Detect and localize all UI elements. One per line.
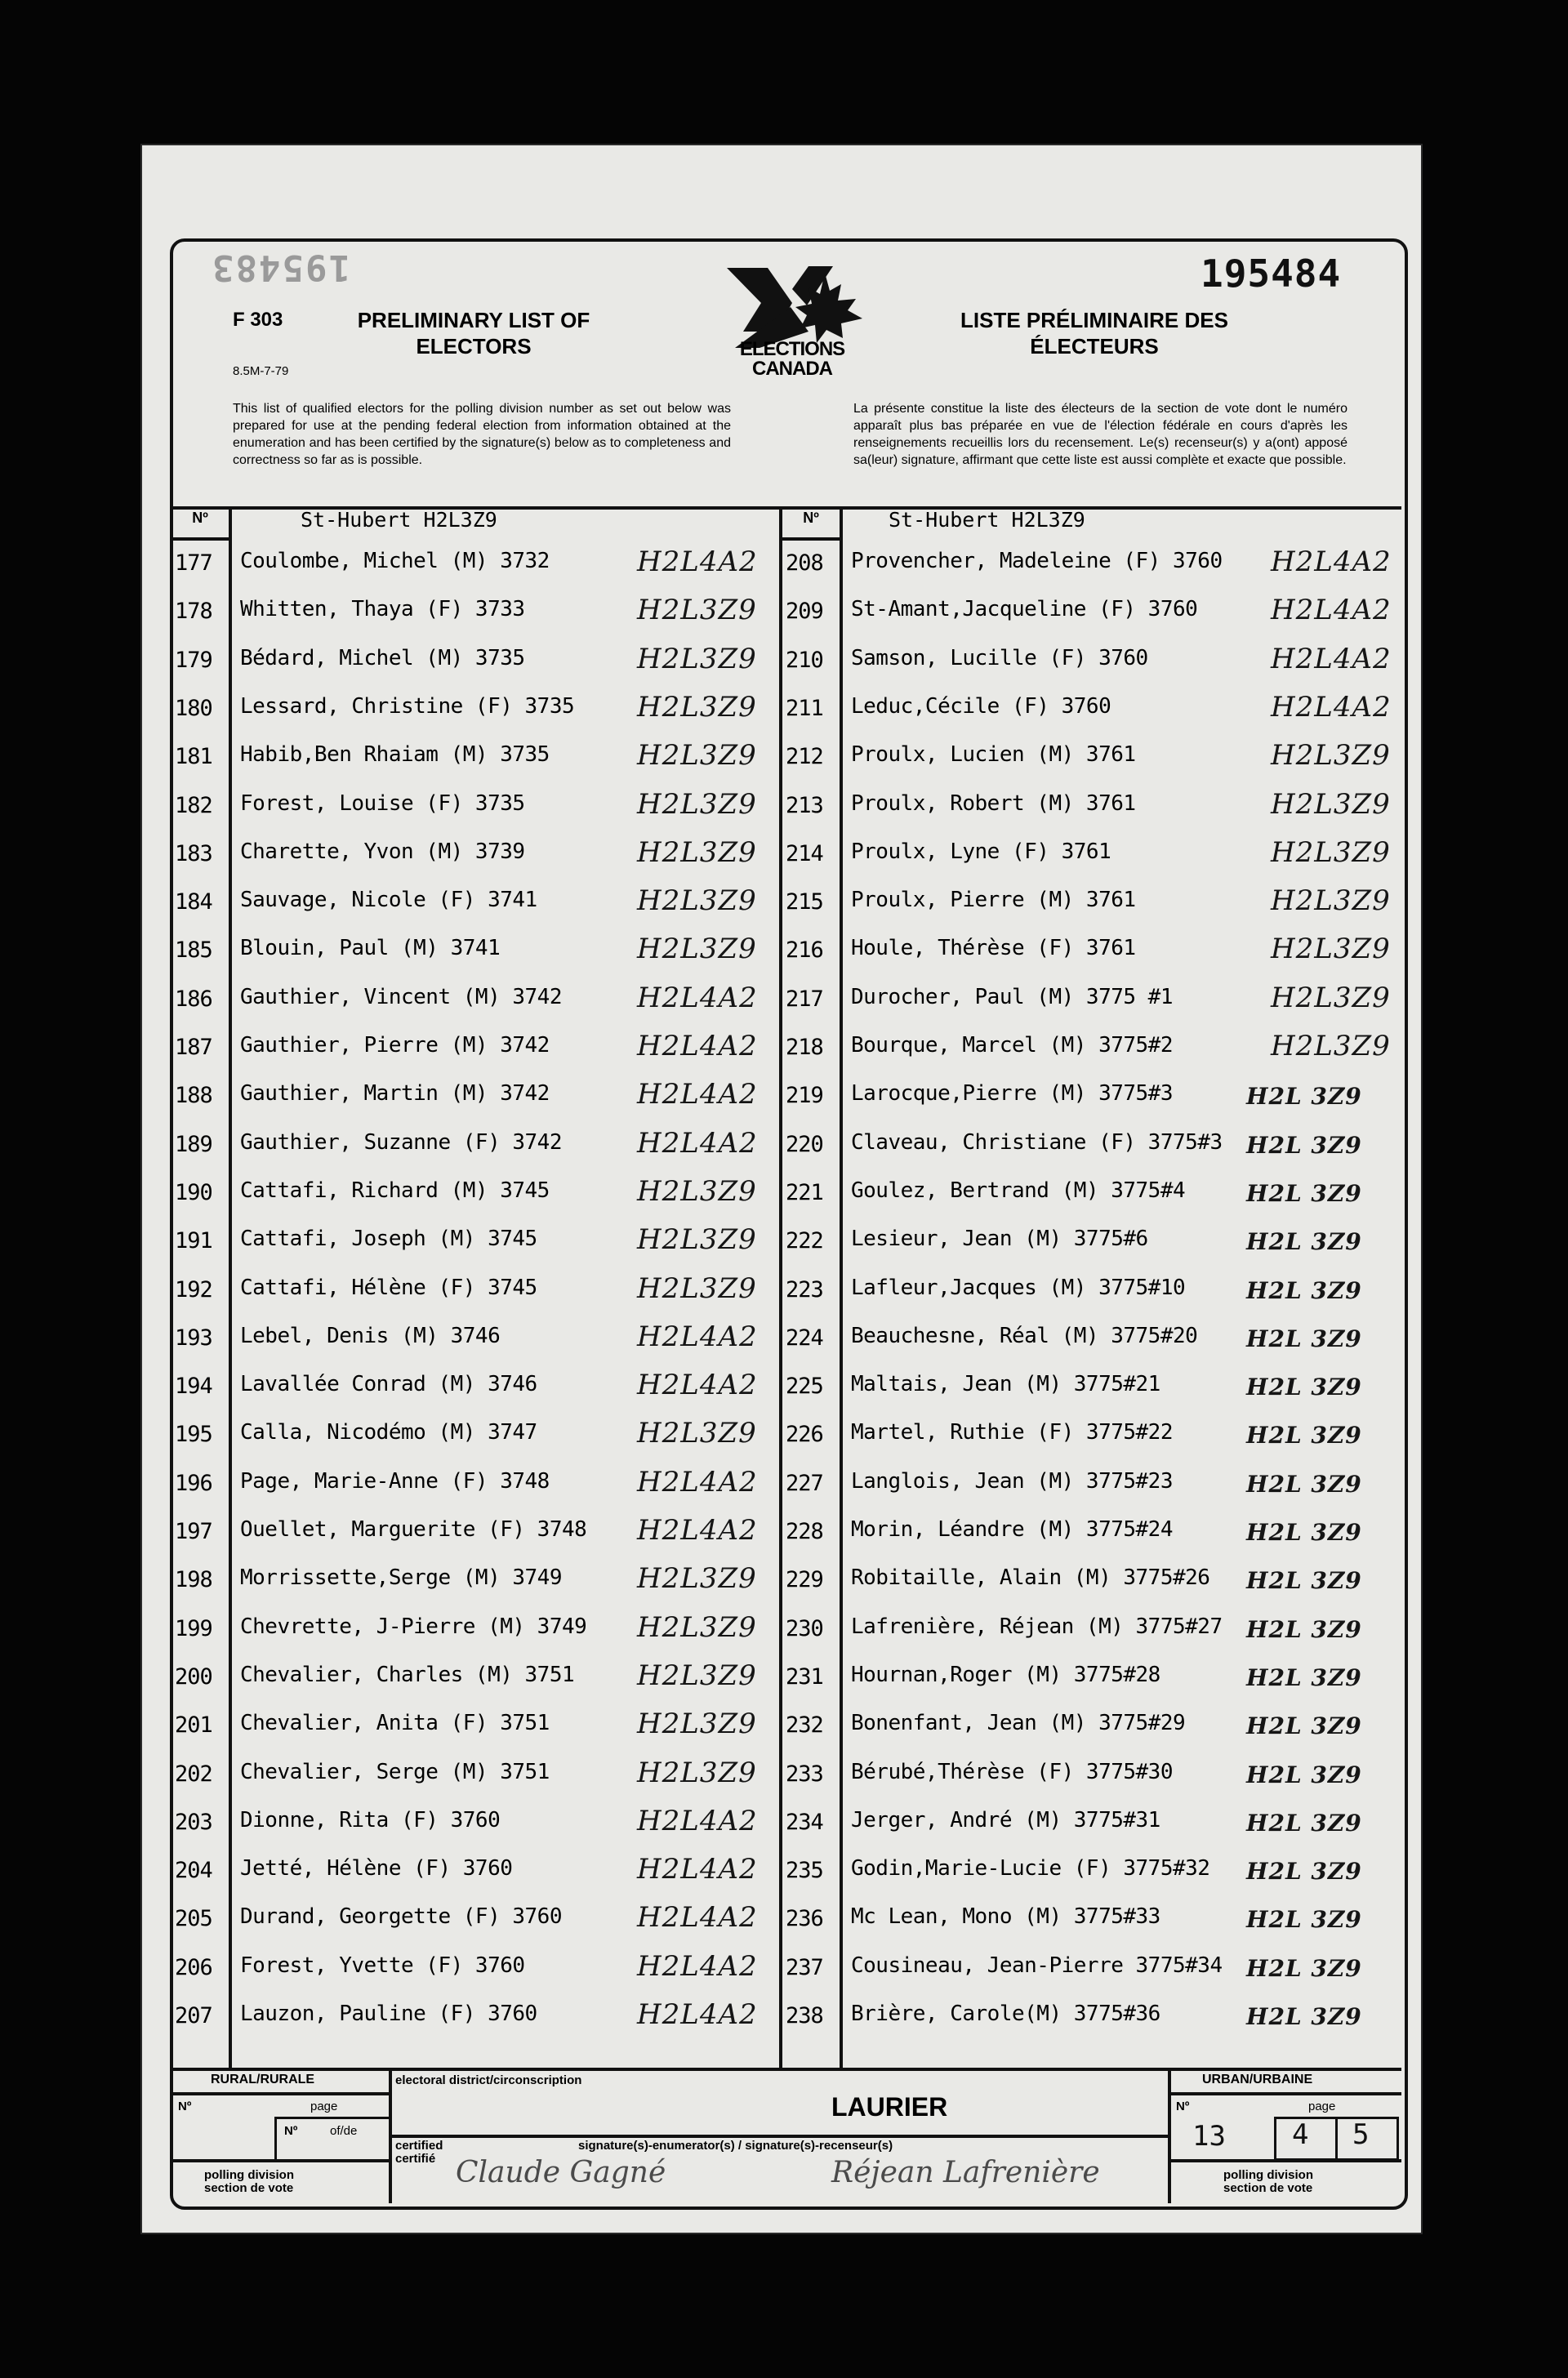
elector-name: Cattafi, Joseph (M) 3745: [240, 1227, 537, 1252]
elector-number: 202: [175, 1761, 212, 1787]
rural-page-label: page: [310, 2100, 338, 2113]
postal-code: H2L4A2: [637, 1030, 758, 1062]
postal-code: H2L4A2: [1271, 594, 1392, 627]
table-row: [170, 1703, 1401, 1751]
postal-code: H2L3Z9: [637, 1610, 757, 1644]
urban-polling-label-1: polling division: [1223, 2168, 1313, 2182]
table-row: [170, 1412, 1401, 1460]
elector-number: 195: [175, 1422, 212, 1448]
title-french-line1: LISTE PRÉLIMINAIRE DES: [960, 308, 1228, 332]
postal-code: H2L3Z9: [637, 690, 757, 724]
elector-name: Chevalier, Serge (M) 3751: [240, 1759, 550, 1784]
signature-label: signature(s)-enumerator(s) / signature(s)-recenseur(s): [578, 2139, 893, 2153]
elector-name: Robitaille, Alain (M) 3775#26: [851, 1565, 1210, 1591]
postal-code: H2L4A2: [637, 1369, 758, 1402]
postal-code: H2L3Z9: [637, 1223, 757, 1257]
postal-code: H2L 3Z9: [1246, 1809, 1362, 1837]
table-row: [170, 589, 1401, 637]
elector-number: 207: [175, 2003, 212, 2028]
elector-name: Mc Lean, Mono (M) 3775#33: [851, 1904, 1160, 1930]
rural-label: RURAL/RURALE: [211, 2073, 315, 2086]
electors-table: [170, 506, 1401, 2068]
table-row: [170, 1557, 1401, 1605]
intro-french: La présente constitue la liste des électeurs de la section de vote dont le numéro apparaît plus bas préparée en vue de l'élection fédérale en cours d'après les renseignements recueillis lors du recensement. Le(s) recenseur(s) y a(ont) apposé sa(leur) signature, affirmant que cette liste est aussi complète et exacte que possible.: [853, 402, 1348, 467]
elector-number: 225: [786, 1374, 823, 1400]
elector-name: Lavallée Conrad (M) 3746: [240, 1372, 537, 1397]
elector-name: Bourque, Marcel (M) 3775#2: [851, 1033, 1173, 1058]
postal-code: H2L4A2: [637, 1126, 758, 1160]
table-row: [170, 1752, 1401, 1800]
postal-code: H2L 3Z9: [1246, 1422, 1362, 1450]
postal-code: H2L3Z9: [637, 1417, 757, 1450]
postal-code: H2L 3Z9: [1246, 1131, 1362, 1159]
urban-label: URBAN/URBAINE: [1202, 2073, 1313, 2086]
elector-number: 220: [786, 1131, 823, 1157]
footer-urban-rule: [1168, 2092, 1401, 2095]
elector-name: Jerger, André (M) 3775#31: [851, 1807, 1160, 1832]
elector-name: Blouin, Paul (M) 3741: [240, 936, 501, 961]
table-row: [170, 1509, 1401, 1557]
elector-name: Gauthier, Pierre (M) 3742: [240, 1033, 550, 1058]
elector-number: 188: [175, 1083, 212, 1109]
elector-name: Claveau, Christiane (F) 3775#3: [851, 1129, 1223, 1155]
elector-name: Coulombe, Michel (M) 3732: [240, 549, 550, 573]
title-french: [939, 307, 1250, 359]
postal-code: H2L 3Z9: [1246, 1276, 1362, 1304]
postal-code: H2L4A2: [637, 981, 758, 1014]
elector-number: 180: [175, 695, 212, 721]
elector-number: 184: [175, 889, 212, 915]
postal-code: H2L4A2: [637, 1078, 758, 1111]
elector-name: Charette, Yvon (M) 3739: [240, 839, 525, 864]
postal-code: H2L4A2: [1271, 546, 1392, 578]
rural-no-label: Nº: [178, 2100, 192, 2113]
elector-number: 199: [175, 1615, 212, 1641]
postal-code: H2L3Z9: [1271, 981, 1391, 1014]
table-row: [170, 638, 1401, 686]
table-row: [170, 1122, 1401, 1170]
elector-name: Lafleur,Jacques (M) 3775#10: [851, 1275, 1186, 1300]
postal-code: H2L4A2: [637, 1853, 758, 1886]
postal-code: H2L 3Z9: [1246, 1615, 1362, 1643]
postal-code: H2L4A2: [637, 1804, 758, 1837]
elector-number: 214: [786, 840, 823, 866]
elector-name: Page, Marie-Anne (F) 3748: [240, 1468, 550, 1494]
division-number: 13: [1192, 2120, 1226, 2153]
form-footer: [170, 2068, 1401, 2203]
elector-number: 187: [175, 1035, 212, 1060]
elector-number: 212: [786, 744, 823, 770]
left-no-header: Nº: [192, 510, 208, 526]
postal-code: H2L 3Z9: [1246, 1954, 1362, 1982]
table-row: [170, 1800, 1401, 1848]
elector-number: 217: [786, 986, 823, 1012]
logo-text-line2: CANADA: [752, 358, 832, 380]
elector-name: Gauthier, Suzanne (F) 3742: [240, 1129, 562, 1155]
elector-name: Dionne, Rita (F) 3760: [240, 1807, 501, 1832]
elector-name: St-Amant,Jacqueline (F) 3760: [851, 597, 1198, 622]
postal-code: H2L 3Z9: [1246, 1179, 1362, 1207]
elector-name: Calla, Nicodémo (M) 3747: [240, 1420, 537, 1445]
enumerator-signature-1: Claude Gagné: [456, 2156, 666, 2189]
elector-number: 235: [786, 1858, 823, 1884]
postal-code: H2L4A2: [1271, 642, 1392, 675]
elector-number: 229: [786, 1567, 823, 1593]
elector-name: Larocque,Pierre (M) 3775#3: [851, 1081, 1173, 1107]
district-name: LAURIER: [831, 2092, 948, 2122]
left-district-heading: St-Hubert H2L3Z9: [301, 508, 497, 532]
elector-number: 222: [786, 1228, 823, 1254]
elector-number: 221: [786, 1179, 823, 1205]
elector-number: 209: [786, 599, 823, 625]
elector-number: 193: [175, 1325, 212, 1351]
urban-polling-label: [1223, 2169, 1313, 2195]
elector-number: 236: [786, 1906, 823, 1932]
page-total: 5: [1352, 2118, 1370, 2151]
elector-number: 185: [175, 937, 212, 964]
table-row: [170, 1654, 1401, 1703]
postal-code: H2L3Z9: [1271, 835, 1391, 869]
elector-number: 196: [175, 1470, 212, 1496]
table-row: [170, 928, 1401, 976]
elector-name: Ouellet, Marguerite (F) 3748: [240, 1517, 587, 1542]
rural-page-no-label: Nº: [284, 2124, 298, 2138]
elector-name: Forest, Louise (F) 3735: [240, 790, 525, 816]
right-district-heading: St-Hubert H2L3Z9: [889, 508, 1085, 532]
elector-name: Jetté, Hélène (F) 3760: [240, 1856, 513, 1881]
table-row: [170, 1073, 1401, 1121]
postal-code: H2L 3Z9: [1246, 1470, 1362, 1498]
rural-polling-label-1: polling division: [204, 2168, 294, 2182]
elector-number: 200: [175, 1663, 212, 1690]
elector-name: Leduc,Cécile (F) 3760: [851, 693, 1111, 719]
postal-code: H2L4A2: [637, 1465, 758, 1498]
elector-name: Martel, Ruthie (F) 3775#22: [851, 1420, 1173, 1445]
table-row: [170, 1896, 1401, 1944]
table-row: [170, 831, 1401, 880]
postal-code: H2L 3Z9: [1246, 1083, 1362, 1111]
elector-name: Godin,Marie-Lucie (F) 3775#32: [851, 1856, 1210, 1881]
postal-code: H2L3Z9: [637, 835, 757, 869]
table-row: [170, 1218, 1401, 1267]
elector-number: 178: [175, 599, 212, 625]
elector-number: 223: [786, 1276, 823, 1303]
rural-page-box: [274, 2117, 390, 2160]
postal-code: H2L 3Z9: [1246, 1228, 1362, 1256]
form-code: F 303: [233, 309, 283, 331]
elector-number: 189: [175, 1131, 212, 1157]
elector-name: Houle, Thérèse (F) 3761: [851, 936, 1136, 961]
elector-name: Cattafi, Hélène (F) 3745: [240, 1275, 537, 1300]
postal-code: H2L3Z9: [637, 1562, 757, 1596]
elector-number: 215: [786, 889, 823, 915]
elector-name: Chevalier, Anita (F) 3751: [240, 1711, 550, 1736]
elector-number: 211: [786, 695, 823, 721]
elector-number: 177: [175, 550, 212, 576]
elector-name: Forest, Yvette (F) 3760: [240, 1953, 525, 1978]
elector-name: Cousineau, Jean-Pierre 3775#34: [851, 1953, 1223, 1978]
postal-code: H2L3Z9: [1271, 787, 1391, 821]
elector-name: Beauchesne, Réal (M) 3775#20: [851, 1323, 1198, 1348]
table-row: [170, 1993, 1401, 2042]
elector-name: Cattafi, Richard (M) 3745: [240, 1178, 550, 1203]
footer-signature-rule: [389, 2135, 1168, 2138]
postal-code: H2L3Z9: [637, 1708, 757, 1741]
elector-name: Lauzon, Pauline (F) 3760: [240, 2002, 537, 2026]
elector-number: 232: [786, 1712, 823, 1739]
postal-code: H2L 3Z9: [1246, 1567, 1362, 1595]
elector-number: 182: [175, 792, 212, 818]
postal-code: H2L 3Z9: [1246, 1663, 1362, 1691]
table-row: [170, 1606, 1401, 1654]
elector-name: Langlois, Jean (M) 3775#23: [851, 1468, 1173, 1494]
postal-code: H2L3Z9: [637, 884, 757, 918]
elector-name: Morrissette,Serge (M) 3749: [240, 1565, 562, 1591]
postal-code: H2L3Z9: [637, 642, 757, 675]
elector-number: 179: [175, 647, 212, 673]
postal-code: H2L3Z9: [637, 933, 757, 966]
title-english-line1: PRELIMINARY LIST OF: [357, 308, 590, 332]
elector-name: Lebel, Denis (M) 3746: [240, 1323, 501, 1348]
postal-code: H2L4A2: [637, 546, 758, 578]
district-label: electoral district/circonscription: [395, 2073, 582, 2087]
elector-number: 197: [175, 1519, 212, 1544]
postal-code: H2L3Z9: [637, 787, 757, 821]
elector-name: Proulx, Robert (M) 3761: [851, 790, 1136, 816]
elector-name: Proulx, Lucien (M) 3761: [851, 742, 1136, 768]
postal-code: H2L 3Z9: [1246, 1858, 1362, 1886]
table-row: [170, 1461, 1401, 1509]
elector-name: Sauvage, Nicole (F) 3741: [240, 888, 537, 913]
right-no-header: Nº: [803, 510, 819, 526]
elector-number: 210: [786, 647, 823, 673]
footer-right-divider: [1168, 2068, 1171, 2203]
elector-number: 224: [786, 1325, 823, 1351]
elector-number: 213: [786, 792, 823, 818]
elector-name: Bonenfant, Jean (M) 3775#29: [851, 1711, 1186, 1736]
elector-name: Morin, Léandre (M) 3775#24: [851, 1517, 1173, 1542]
elector-number: 237: [786, 1954, 823, 1980]
postal-code: H2L3Z9: [637, 1271, 757, 1305]
elector-name: Lesieur, Jean (M) 3775#6: [851, 1227, 1148, 1252]
elector-number: 227: [786, 1470, 823, 1496]
elector-number: 192: [175, 1276, 212, 1303]
elector-number: 219: [786, 1083, 823, 1109]
old-serial-stamp: 195483: [211, 247, 350, 288]
postal-code: H2L4A2: [1271, 690, 1392, 724]
urban-polling-label-2: section de vote: [1223, 2181, 1313, 2195]
elector-name: Brière, Carole(M) 3775#36: [851, 2002, 1160, 2026]
rural-polling-label-2: section de vote: [204, 2181, 294, 2195]
elector-name: Whitten, Thaya (F) 3733: [240, 597, 525, 622]
table-row: [170, 783, 1401, 831]
postal-code: H2L4A2: [637, 1901, 758, 1935]
elector-number: 205: [175, 1906, 212, 1932]
postal-code: H2L4A2: [637, 1320, 758, 1353]
elector-number: 198: [175, 1567, 212, 1593]
elector-name: Goulez, Bertrand (M) 3775#4: [851, 1178, 1186, 1203]
postal-code: H2L3Z9: [637, 1659, 757, 1692]
table-row: [170, 1267, 1401, 1316]
postal-code: H2L4A2: [637, 1514, 758, 1547]
elector-number: 231: [786, 1663, 823, 1690]
urban-page-label: page: [1308, 2100, 1336, 2113]
postal-code: H2L 3Z9: [1246, 1761, 1362, 1788]
certified-label: [395, 2140, 443, 2166]
table-row: [170, 686, 1401, 734]
elector-number: 204: [175, 1858, 212, 1884]
postal-code: H2L4A2: [637, 1949, 758, 1983]
elector-number: 183: [175, 840, 212, 866]
title-english: [343, 307, 604, 359]
elector-number: 181: [175, 744, 212, 770]
elector-number: 234: [786, 1809, 823, 1835]
elector-name: Gauthier, Martin (M) 3742: [240, 1081, 550, 1107]
elector-name: Bédard, Michel (M) 3735: [240, 645, 525, 670]
elector-number: 226: [786, 1422, 823, 1448]
elector-number: 206: [175, 1954, 212, 1980]
certified-label-1: certified: [395, 2139, 443, 2153]
postal-code: H2L 3Z9: [1246, 1374, 1362, 1401]
postal-code: H2L3Z9: [637, 1756, 757, 1789]
elector-name: Chevalier, Charles (M) 3751: [240, 1662, 575, 1687]
table-row: [170, 541, 1401, 589]
table-row: [170, 1848, 1401, 1896]
elector-name: Bérubé,Thérèse (F) 3775#30: [851, 1759, 1173, 1784]
postal-code: H2L3Z9: [1271, 933, 1391, 966]
elector-number: 203: [175, 1809, 212, 1835]
table-row: [170, 880, 1401, 928]
title-english-line2: ELECTORS: [416, 334, 532, 358]
elector-name: Lessard, Christine (F) 3735: [240, 693, 575, 719]
elector-number: 238: [786, 2003, 823, 2028]
urban-no-label: Nº: [1176, 2100, 1190, 2113]
postal-code: H2L 3Z9: [1246, 1519, 1362, 1546]
table-row: [170, 977, 1401, 1025]
elector-name: Proulx, Lyne (F) 3761: [851, 839, 1111, 864]
intro-english: This list of qualified electors for the polling division number as set out below was prepared for use at the pending federal election from information obtained at the enumeration and has been certified by the signature(s) below as to completeness and correctness so far as is possible.: [233, 402, 731, 467]
postal-code: H2L 3Z9: [1246, 1712, 1362, 1740]
elector-number: 228: [786, 1519, 823, 1544]
logo-text-line1: ELECTIONS: [739, 338, 845, 360]
postal-code: H2L 3Z9: [1246, 1325, 1362, 1352]
elector-name: Durocher, Paul (M) 3775 #1: [851, 984, 1173, 1009]
elector-number: 194: [175, 1374, 212, 1400]
table-row: [170, 734, 1401, 782]
table-row: [170, 1025, 1401, 1073]
postal-code: H2L4A2: [637, 1998, 758, 2031]
elector-name: Hournan,Roger (M) 3775#28: [851, 1662, 1160, 1687]
postal-code: H2L 3Z9: [1246, 1906, 1362, 1934]
enumerator-signature-2: Réjean Lafrenière: [831, 2156, 1100, 2189]
elector-number: 191: [175, 1228, 212, 1254]
elector-name: Lafrenière, Réjean (M) 3775#27: [851, 1614, 1223, 1639]
elector-name: Habib,Ben Rhaiam (M) 3735: [240, 742, 550, 768]
rural-polling-label: [204, 2169, 294, 2195]
elector-name: Gauthier, Vincent (M) 3742: [240, 984, 562, 1009]
postal-code: H2L3Z9: [1271, 1030, 1391, 1062]
footer-rural-rule: [170, 2092, 389, 2095]
serial-stamp: 195484: [1200, 252, 1342, 296]
title-french-line2: ÉLECTEURS: [1030, 334, 1159, 358]
rural-of-label: of/de: [330, 2124, 358, 2138]
elector-number: 218: [786, 1035, 823, 1060]
postal-code: H2L3Z9: [637, 739, 757, 773]
certified-label-2: certifié: [395, 2152, 436, 2166]
table-row: [170, 1316, 1401, 1364]
elector-name: Provencher, Madeleine (F) 3760: [851, 549, 1223, 573]
elector-number: 190: [175, 1179, 212, 1205]
elector-number: 201: [175, 1712, 212, 1739]
logo-text: [710, 340, 874, 379]
table-row: [170, 1170, 1401, 1218]
elector-number: 230: [786, 1615, 823, 1641]
elector-number: 233: [786, 1761, 823, 1787]
postal-code: H2L3Z9: [1271, 739, 1391, 773]
postal-code: H2L3Z9: [1271, 884, 1391, 918]
table-row: [170, 1364, 1401, 1412]
elector-name: Chevrette, J-Pierre (M) 3749: [240, 1614, 587, 1639]
postal-code: H2L 3Z9: [1246, 2003, 1362, 2030]
page-number: 4: [1292, 2118, 1309, 2151]
elector-number: 208: [786, 550, 823, 576]
elector-name: Maltais, Jean (M) 3775#21: [851, 1372, 1160, 1397]
postal-code: H2L3Z9: [637, 1174, 757, 1208]
table-row: [170, 1945, 1401, 1993]
elector-name: Samson, Lucille (F) 3760: [851, 645, 1148, 670]
elector-number: 186: [175, 986, 212, 1012]
elector-name: Durand, Georgette (F) 3760: [240, 1904, 562, 1930]
postal-code: H2L3Z9: [637, 594, 757, 627]
elector-name: Proulx, Pierre (M) 3761: [851, 888, 1136, 913]
footer-top-rule: [170, 2068, 1401, 2071]
print-code: 8.5M-7-79: [233, 364, 289, 378]
elector-number: 216: [786, 937, 823, 964]
